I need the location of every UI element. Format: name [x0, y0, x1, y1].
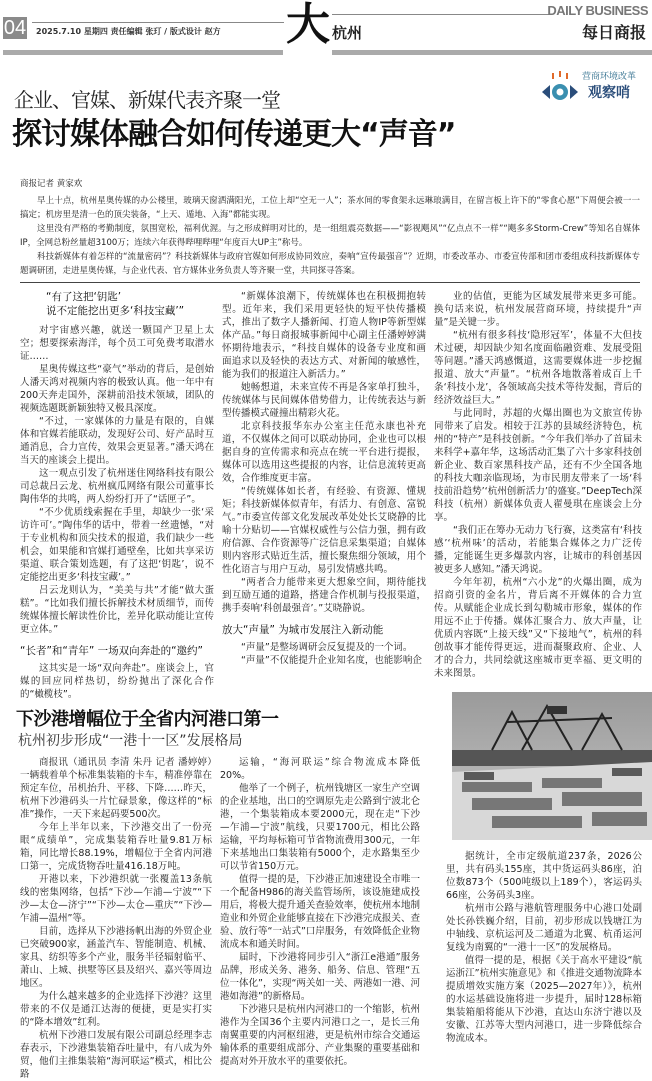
- paragraph: “新媒体浪潮下，传统媒体也在积极拥抱转型。近年来，我们采用更轻快的短平快传播模式，推出了数字人播新闻、打造人物IP等新型媒体产品。”每日商报城事新闻中心副主任潘婷婷满怀期待地表示，“科技自媒体的设备专业度和画面追求以及轻快的表达方式、对新闻的敏感性，能为我们的报道注入新活力。”: [222, 291, 426, 380]
- kicker: 企业、官媒、新媒代表齐聚一堂: [14, 88, 280, 112]
- subheading: “长者”和“青年” 一场双向奔赴的“邀约”: [20, 645, 203, 657]
- headline: 探讨媒体融合如何传递更大“声音”: [12, 117, 456, 152]
- issue-meta: 2025.7.10 星期四 责任编辑 张玎 / 版式设计 赵方: [36, 27, 221, 36]
- paragraph: 今年上半年以来，下沙港交出了一份亮眼“成绩单”，完成集装箱吞吐量9.81万标箱，同比增长88.19%，增幅位于全省内河港口第一，完成货物吞吐量416.18万吨。: [20, 822, 212, 872]
- paragraph: 商报讯（通讯员 李清 朱丹 记者 潘婷婷）一辆载着单个标准集装箱的卡车，精准停靠在预定车位，吊机抬升、平移、下降……昨天，杭州下沙港码头一片忙碌景象，像这样的“标准”操作，一天下来起码要500次。: [20, 757, 212, 820]
- paragraph: 与此同时，苏超的火爆出圈也为文旅宣传协同带来了启发。相较于江苏的县域经济特色，杭州的“特产”是科技创新。“今年我们举办了首届未来科学+嘉年华，这场活动汇集了六十多家科技创新企业、数百家黑科技产品，还有不少全国各地的科技大咖亲临现场，为市民朋友带来了一场‘科技前沿趋势’‘杭州创新活力’的盛宴。”DeepTech深科技（杭州）新媒体负责人翟曼琪在座谈会上分享。: [434, 408, 642, 523]
- port-photo: [452, 692, 652, 840]
- paragraph: 届时，下沙港将同步引入“浙江e港通”服务品牌，形成关务、港务、船务、信息、管理“五位一体化”，实现“两关如一关、两港如一港、河港如海港”的新格局。: [220, 952, 420, 1002]
- byline: 商报记者 黄家欢: [20, 179, 83, 189]
- column-logo: [540, 66, 644, 112]
- paragraph: “杭州有很多科技‘隐形冠军’，体量不大但技术过硬，却因缺少知名度面临融资难、发展受阻等问题。”潘天鸿感慨道，这需要媒体进一步挖掘报道、放大“声量”。“杭州各地散落着成百上千条‘科技小龙’，各领域高尖技术等待发掘，背后的经济效益巨大。”: [434, 330, 642, 406]
- divider: [32, 22, 284, 23]
- paragraph: 据统计，全市定级航道237条，2026公里，共有码头155座，其中货运码头86座，泊位数873个（500吨级以上189个），客运码头66座，公务码头3座。: [446, 851, 642, 901]
- article2-subheadline: 杭州初步形成“一港十一区”发展格局: [18, 733, 243, 749]
- subheading-line: 说不定能挖出更多‘科技宝藏’”: [46, 305, 185, 317]
- paragraph: 杭州下沙港口发展有限公司副总经理李志春表示，下沙港集装箱吞吐量中，有八成为外贸，他们主推集装箱“海河联运”模式，相比公路: [20, 1030, 212, 1080]
- paragraph: “声量”不仅能提升企业知名度，也能影响企: [241, 655, 422, 666]
- page-number: 04: [3, 17, 27, 39]
- paragraph: “声量”是整场调研会反复提及的一个词。: [241, 642, 413, 653]
- paragraph: 今年年初，杭州“六小龙”的火爆出圈，成为招商引资的金名片，背后离不开媒体的合力宣传。从赋能企业成长到勾勒城市形象，媒体的作用远不止于传播。媒体汇聚合力、放大声量，让优质内容既“上接天线”又“下接地气”，杭州的科创故事才能传得更远，进而凝聚政府、企业、人才的合力，共同绘就这座城市更幸福、更文明的未来图景。: [434, 577, 642, 679]
- article1-column-3: [434, 290, 642, 680]
- divider: [332, 50, 652, 55]
- subheading: [46, 290, 214, 318]
- intro-paragraph: 这里没有严格的考勤制度，氛围宽松，福利优渥。与之形成鲜明对比的，是一组组震亮数据——“影视飓风”“亿点点不一样”“飓多多Storm-Crew”等知名自媒体IP，全网总粉丝量超3100万；连续六年获得哔哩哔哩“年度百大UP主”称号。: [20, 224, 640, 248]
- article1-column-2: [222, 290, 426, 667]
- divider: [332, 14, 552, 15]
- paragraph: “传统媒体如长者，有经验、有资源、懂规矩；科技新媒体似青年，有活力、有创意、富锐气。”市委宣传部文化发展改革处处长艾晓静的比喻十分贴切——官媒权威性与公信力强，拥有政府信源、合作资源等广泛信息采集渠道；自媒体则内容形式贴近生活，擅长聚焦细分领域，用个性化语言与用户互动，易引发情感共鸣。: [222, 486, 426, 575]
- paragraph: “我们正在筹办无动力飞行赛，这类富有‘科技感’‘杭州味’的活动，若能集合媒体之力广泛传播，定能诞生更多爆款内容，让城市的科创基因被更多人感知。”潘天鸿说。: [434, 525, 642, 575]
- intro-paragraph: 科技新媒体有着怎样的“流量密码”？科技新媒体与政府官媒如何形成协同效应，奏响“宣传最强音”？近期，市委改革办、市委宣传部和团市委组成科技新媒体专题调研团，走进星奥传媒，与企业代表、官方媒体业务负责人等齐聚一堂，共同探寻答案。: [20, 252, 640, 276]
- paragraph: 吕云龙则认为，“美美与共”才能“做大蛋糕”。“比如我们擅长拆解技术材质细节，而传统媒体擅长解读性价比，差异化联动能让宣传更立体。”: [20, 585, 214, 635]
- paragraph: “不少优质线索握在手里，却缺少一张‘采访许可’。”陶伟华的话中，带着一丝遗憾，“对于专业机构和顶尖技术的报道，我们缺少一些机会，如果能和官媒打通壁垒，比如共享采访渠道、联合策划选题，有了这把‘钥匙’，说不定能挖出更多‘科技宝藏’。”: [20, 507, 214, 583]
- paragraph: “不过，一家媒体的力量是有限的，自媒体和官媒若能联动，发现好公司、好产品时互通消息，合力宣传，效果会更显著。”潘天鸿在当天的座谈会上提出。: [20, 416, 214, 466]
- section-mark: 大: [286, 0, 330, 50]
- paragraph: 杭州市公路与港航管理服务中心港口处副处长孙铁巍介绍，目前，初步形成以钱塘江为中轴线、京杭运河及二通道为北翼、杭甬运河复线为南翼的“一港十一区”的发展格局。: [446, 903, 642, 953]
- divider: [20, 282, 640, 283]
- paragraph: 为什么越来越多的企业选择下沙港？这里带来的不仅是通江达海的便捷，更是实打实的“降本增效”红利。: [20, 991, 212, 1028]
- paragraph: 值得一提的是，下沙港正加速建设全市唯一一个配备H986的海关监管场所，该设施建成投用后，将极大提升通关查验效率，使杭州本地制造业和外贸企业能够直接在下沙港完成报关、查验、放行等“一站式”口岸服务，有效降低企业物流成本和通关时间。: [220, 874, 420, 950]
- subheading: 放大“声量” 为城市发展注入新动能: [222, 624, 384, 636]
- paragraph: 这其实是一场“双向奔赴”。座谈会上，官媒的回应同样热切，纷纷抛出了深化合作的“橄榄枝”。: [20, 663, 214, 700]
- paragraph: 星奥传媒这些“豪气”举动的背后，是创始人潘天鸿对视频内容的极致认真。他一年中有200天奔走国外，深耕前沿技术领域，团队的视频选题既新颖独特又极具深度。: [20, 364, 214, 414]
- intro-paragraph: 早上十点，杭州星奥传媒的办公楼里，玻璃天窗洒满阳光，工位上却“空无一人”；茶水间的零食架永远琳琅满目，在留言板上许下的“零食心愿”下周便会被一一搞定；机房里是清一色的顶尖装备，“上天、遁地、入海”都能实现。: [20, 196, 640, 220]
- paragraph: 业的估值，更能为区域发展带来更多可能。换句话来说，杭州发展营商环境，持续提升“声量”是关键一步。: [434, 291, 642, 328]
- article2-column-1: [20, 756, 212, 1081]
- article2-headline: 下沙港增幅位于全省内河港口第一: [16, 709, 279, 730]
- paragraph: 下沙港只是杭州内河港口的一个缩影，杭州港作为全国36个主要内河港口之一，是长三角南翼重要的内河枢纽港，更是杭州市综合交通运输体系的重要组成部分、产业集聚的重要基础和提高对外开放水平的重要依托。: [220, 1004, 420, 1067]
- paragraph: 目前，选择从下沙港扬帆出海的外贸企业已突破900家，涵盖汽车、智能制造、机械、家具、纺织等多个产业，服务半径辐射临平、萧山、上城、拱墅等区县及绍兴、嘉兴等周边地区。: [20, 926, 212, 989]
- paragraph: 她畅想道，未来宣传不再是各家单打独斗，传统媒体与民间媒体借势借力，让传统表达与新型传播模式碰撞出精彩火花。: [222, 382, 426, 419]
- subheading-line: “有了这把‘钥匙’: [46, 291, 122, 303]
- article2-column-2: [220, 756, 420, 1068]
- paragraph: “两者合力能带来更大想象空间，期待能找到互励互通的道路，搭建合作机制与投报渠道，携手奏响‘科创最强音’。”艾晓静说。: [222, 577, 426, 614]
- paragraph: 开港以来，下沙港织就一张覆盖13条航线的密集网络，包括“下沙—乍浦—宁波”“下沙—太仓—济宁”“下沙—太仓—重庆”“下沙—乍浦—温州”等。: [20, 874, 212, 924]
- logo-line2: 观察哨: [588, 85, 630, 101]
- brand-english: DAILY BUSINESS: [547, 3, 648, 18]
- article2-column-3: [446, 850, 642, 1045]
- paragraph: 这一观点引发了杭州迷住网络科技有限公司总裁吕云龙、杭州疯瓜网络有限公司董事长陶伟华的共鸣，两人纷纷打开了“话匣子”。: [20, 468, 214, 505]
- paragraph: 对宇宙感兴趣，就送一颗国产卫星上太空；想要探索海洋，每个员工可免费考取潜水证……: [20, 325, 214, 362]
- intro: [20, 194, 640, 278]
- paragraph: 他举了一个例子，杭州钱塘区一家生产空调的企业基地，出口的空调原先走公路到宁波北仑港，一个集装箱成本要2000元，现在走“下沙—乍浦—宁波”航线，只要1700元，相比公路运输，平均每标箱可节省物流费用300元，一年下来基地出口集装箱有5000个，走水路集至少可以节省150万元。: [220, 783, 420, 872]
- section-name: 杭州: [332, 24, 363, 42]
- eye-icon: [540, 70, 580, 110]
- paragraph: 运输，“海河联运”综合物流成本降低20%。: [220, 757, 420, 781]
- paragraph: 北京科技报华东办公室主任范永康也补充道，不仅媒体之间可以联动协同，企业也可以根据自身的宣传需求和亮点在统一平台进行提报，媒体可以选用这些提报的内容，让信息流转更高效，合作维度更丰富。: [222, 421, 426, 484]
- article1-column-1: [20, 290, 214, 701]
- divider: [3, 50, 283, 55]
- brand-chinese: 每日商报: [581, 23, 646, 42]
- logo-line1: 营商环境改革: [582, 72, 637, 82]
- paragraph: 值得一提的是，根据《关于高水平建设“航运浙江”杭州实施意见》和《推进交通物流降本提质增效实施方案（2025—2027年）》，杭州的水运基础设施将进一步提升，届时128标箱集装箱船将能从下沙港，直达山东济宁港以及安徽、江苏等大型内河港口，进一步降低综合物流成本。: [446, 955, 642, 1044]
